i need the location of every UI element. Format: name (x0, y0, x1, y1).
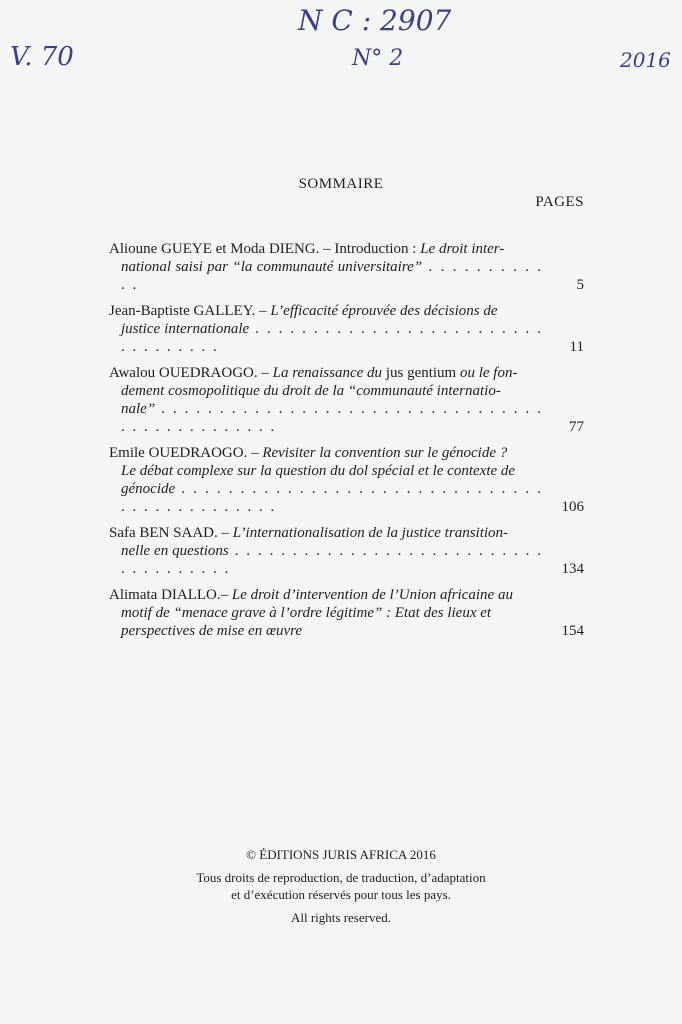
toc-author: Awalou OUEDRAOGO. – (109, 365, 273, 381)
toc-title: justice internationale (121, 321, 250, 337)
handwritten-issue-number: N° 2 (352, 46, 404, 71)
toc-author: Alioune GUEYE et Moda DIENG. – Introduction : (109, 241, 421, 257)
toc-title: L’efficacité éprouvée des décisions de (270, 303, 498, 319)
rights-line-1: Tous droits de reproduction, de traduction, d’adaptation (196, 870, 486, 885)
toc-page-number: 11 (569, 339, 584, 355)
toc-leader-dots: . . . . . . . . . . . . . . . . . . . . . . . . . . . . . . . . . . . . . (121, 543, 544, 577)
toc-page-number: 154 (561, 623, 584, 639)
pages-column-heading: PAGES (535, 194, 584, 210)
toc-entry (109, 302, 584, 356)
toc-title: perspectives de mise en œuvre (121, 623, 303, 639)
toc-title: nelle en questions (121, 543, 229, 559)
toc-title: génocide (121, 481, 176, 497)
toc-page-number: 134 (561, 561, 584, 577)
toc-title: dement cosmopolitique du droit de la “communauté internatio- (121, 383, 501, 399)
toc-title: ou le fon- (459, 365, 518, 381)
toc-title: Le débat complexe sur la question du dol spécial et le contexte de (121, 463, 516, 479)
toc-entry-text (109, 524, 543, 578)
toc-entry (109, 240, 584, 294)
table-of-contents (109, 240, 584, 648)
handwritten-year: 2016 (620, 48, 671, 72)
toc-entry (109, 364, 584, 436)
page-title: SOMMAIRE (298, 176, 384, 192)
handwritten-volume-note: V. 70 (10, 42, 74, 72)
copyright-footer (0, 846, 682, 926)
copyright-line: © ÉDITIONS JURIS AFRICA 2016 (246, 847, 436, 862)
toc-leader-dots: . . . . . . . . . . . . . . . . . . . . . . . . . . . . . . . . . . . . . . . . . . . . . . . (121, 401, 543, 435)
toc-author: Safa BEN SAAD. – (109, 525, 233, 541)
toc-latin-term: jus gentium (382, 365, 460, 381)
toc-entry-text (109, 586, 543, 640)
toc-author: Alimata DIALLO.– (109, 587, 232, 603)
toc-entry (109, 524, 584, 578)
toc-title: L’internationalisation de la justice transition- (232, 525, 509, 541)
toc-title: motif de “menace grave à l’ordre légitime” : Etat des lieux et (121, 605, 492, 621)
toc-title: nale” (121, 401, 156, 417)
toc-entry-text (109, 364, 543, 436)
toc-entry-text (109, 240, 543, 294)
toc-leader-dots: . . . . . . . . . . . . . . . . . . . . . . . . . . . . . . . . . . . . . . . . . . . . . (121, 481, 543, 515)
toc-title: national saisi par “la communauté universitaire” (121, 259, 423, 275)
toc-entry (109, 444, 584, 516)
toc-entry-text (109, 444, 543, 516)
handwritten-call-number: N C : 2907 (298, 4, 452, 37)
toc-author: Jean-Baptiste GALLEY. – (109, 303, 271, 319)
toc-title: La renaissance du (272, 365, 383, 381)
toc-title: Revisiter la convention sur le génocide ? (262, 445, 508, 461)
all-rights-reserved: All rights reserved. (290, 910, 391, 925)
toc-author: Emile OUEDRAOGO. – (109, 445, 263, 461)
toc-page-number: 5 (576, 277, 584, 293)
rights-line-2: et d’exécution réservés pour tous les pays. (231, 887, 451, 902)
toc-entry-text (109, 302, 543, 356)
toc-title: Le droit inter- (420, 241, 505, 257)
toc-page-number: 77 (569, 419, 584, 435)
toc-entry (109, 586, 584, 640)
toc-leader-dots: . . . . . . . . . . . . . . . . . . . . . . . . . . . . . . . . . . (121, 321, 543, 355)
toc-leader-dots: . . . . . . . . . . . . (121, 259, 544, 293)
toc-page-number: 106 (561, 499, 584, 515)
toc-title: Le droit d’intervention de l’Union africaine au (231, 587, 513, 603)
